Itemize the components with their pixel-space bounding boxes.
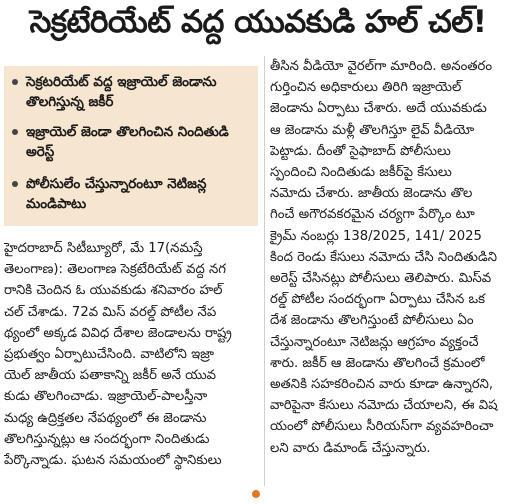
article-line: లని వారు డిమాండ్ చేస్తున్నారు. (270, 440, 431, 456)
article-line: గుర్తించిన అధికారులు తిరిగి ఇజ్రాయెల్ (270, 80, 462, 96)
article-line: చేస్తున్నారంటూ నెటిజన్లు ఆగ్రహం వ్యక్తంచే (270, 334, 479, 350)
column-divider (264, 56, 265, 486)
article-line: చల్ చేశాడు. 72వ మిస్ వరల్డ్ పోటీల నేప (4, 304, 217, 320)
article-line: శారు. జకీర్ ఆ జెండాను తొలగించే క్రమంలో (270, 355, 485, 371)
article-line: నమోదు చేశారు. జాతీయ జెండాను తొల (270, 186, 473, 202)
article-line: అరెస్ట్ చేసినట్లు పోలీసులు తెలిపారు. మిస్‌వ (270, 271, 492, 287)
article-line: వారిపైనా కేసులు నమోదు చేయాలని, ఈ విష (270, 398, 498, 414)
article-line: తీసిన వీడియో వైరల్‌గా మారింది. అనంతరం (270, 59, 493, 74)
article-column-left (4, 238, 262, 471)
article-line: తెలంగాణ): తెలంగాణ సెక్రటేరియేట్ వద్ద నగ (4, 262, 226, 278)
article-line: కింద రెండు కేసులు నమోదు చేసి నిందితుడిని (270, 249, 497, 265)
article-line: పెట్టాడు. దీంతో సైఫాబాద్ పోలీసులు (270, 143, 451, 159)
article-line: క్రైమ్ నంబర్లు 138/2025, 141/ 2025 (270, 228, 482, 244)
article-line: గించే అగౌరవకరమైన చర్యగా పేర్కొం టూ (270, 207, 475, 223)
article-line: దేశ జెండాను తొలగిస్తుంటే పోలీసులు ఏం (270, 313, 474, 329)
article-line: థ్యంలో అక్కడ వివిధ దేశాల జెండాలను రాష్ట్ర (4, 325, 232, 341)
article-line: హైదరాబాద్ సిటీబ్యూరో, మే 17(నమస్తే (4, 241, 203, 256)
highlights-box (4, 66, 258, 226)
highlight-item: ఇజ్రాయెల్ జెండా తొలగించిన నిందితుడి అరెస్ట్ (12, 122, 250, 162)
highlight-item: సెక్రటరియేట్ వద్ద ఇజ్రాయెల్ జెండాను తొలగిస్తున్న జకీర్ (12, 72, 250, 112)
article-line: యెల్ జాతీయ పతాకాన్ని జకీర్ అనే యువ (4, 368, 217, 384)
article-column-right (270, 56, 512, 459)
article-line: జెండాను ఏర్పాటు చేశారు. అదే యువకుడు (270, 101, 487, 117)
article-line: ఆ జెండాను మళ్లీ తొలగిస్తూ లైవ్ వీడియో (270, 122, 475, 138)
article-line: తొలగిస్తున్నట్లు ఆ సందర్భంగా నిందితుడు (4, 431, 210, 447)
headline: సెక్రటేరియేట్ వద్ద యువకుడి హల్ చల్! (29, 4, 487, 40)
article-line: స్పందించి నిందితుడు జకీర్‌పై కేసులు (270, 165, 452, 181)
bullet-icon (12, 181, 18, 187)
highlight-item: పోలీసులేం చేస్తున్నారంటూ నెటిజన్ల మండిపాటు (12, 174, 250, 214)
end-mark-icon (252, 490, 260, 498)
article-line: అతనికి సహకరించిన వారు కూడా ఉన్నారని, (270, 377, 494, 393)
article-line: యంలో పోలీసులు సీరియస్‌గా వ్యవహరించా (270, 419, 494, 435)
article-line: మధ్య ఉద్రిక్తతల నేపథ్యంలో ఈ జెండాను (4, 410, 207, 426)
bullet-icon (12, 129, 18, 135)
article-line: రానికి చెందిన ఓ యువకుడు శనివారం హల్ (4, 283, 223, 299)
article-line: పేర్కొన్నాడు. ఘటన సమయంలో స్థానికులు (4, 453, 222, 469)
article-line: ప్రభుత్వం ఏర్పాటుచేసింది. వాటిలోని ఇజ్రా (4, 347, 214, 363)
bullet-icon (12, 79, 18, 85)
article-line: కుడు తొలగించాడు. ఇజ్రాయెల్-పాలస్తీనా (4, 389, 208, 405)
article-line: రల్డ్ పోటీల సందర్భంగా ఏర్పాటు చేసిన ఒక (270, 292, 485, 308)
